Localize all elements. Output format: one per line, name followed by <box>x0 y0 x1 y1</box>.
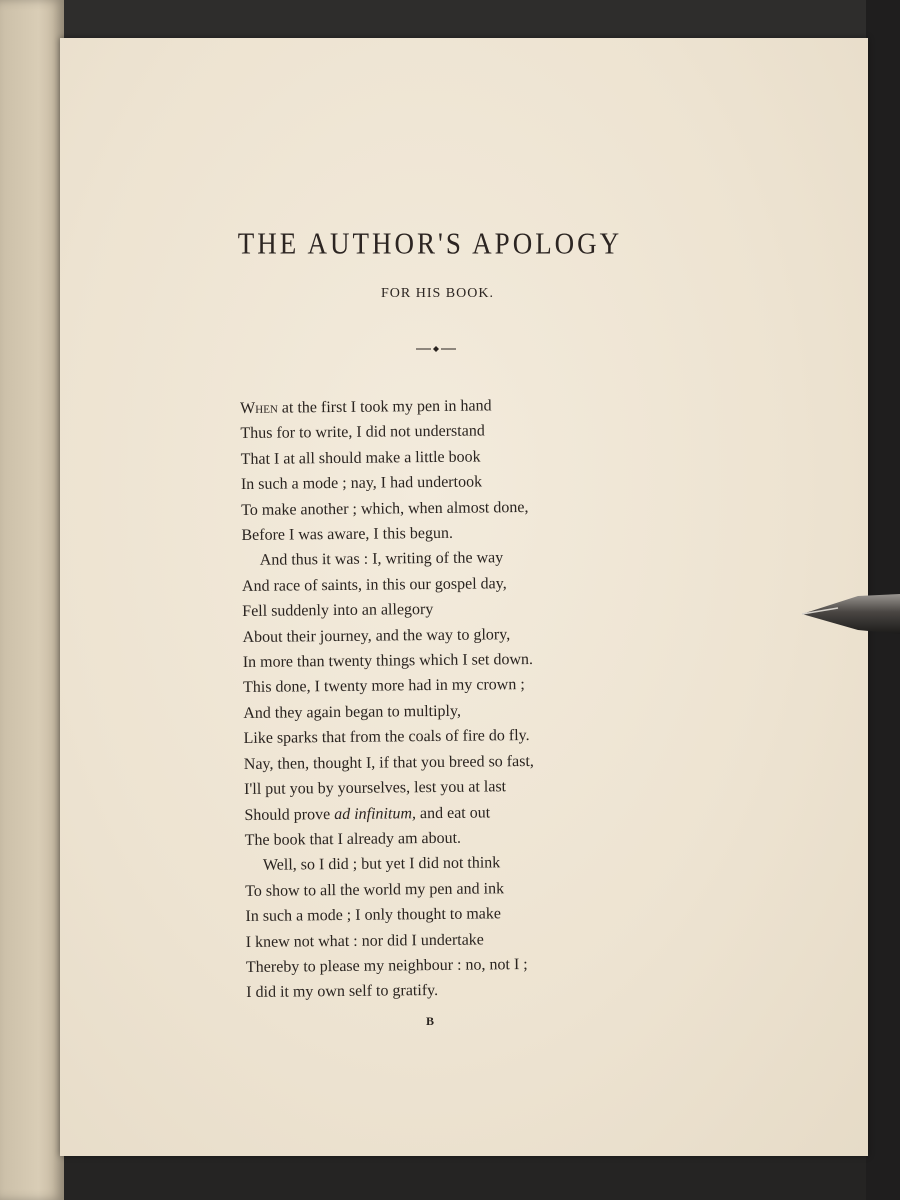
poem-line: This done, I twenty more had in my crown ; <box>242 676 525 697</box>
poem-line: Fell suddenly into an allegory <box>242 601 434 621</box>
poem-text <box>240 392 666 1006</box>
page-title: THE AUTHOR'S APOLOGY <box>237 225 623 261</box>
poem-line: I'll put you by yourselves, lest you at last <box>244 778 507 799</box>
left-page-edge <box>0 0 64 1200</box>
pen-tip-icon <box>798 588 900 638</box>
poem-line: The book that I already am about. <box>244 829 462 849</box>
poem-line: In more than twenty things which I set down. <box>242 651 534 672</box>
poem-line: And they again began to multiply, <box>243 702 461 722</box>
poem-line: That I at all should make a little book <box>240 448 481 468</box>
poem-line: When at the first I took my pen in hand <box>240 397 492 417</box>
poem-line: Well, so I did ; but yet I did not think <box>262 854 501 875</box>
poem-line: I did it my own self to gratify. <box>246 982 439 1002</box>
poem-line: About their journey, and the way to glory, <box>242 625 511 646</box>
poem-line: And thus it was : I, writing of the way <box>259 549 504 570</box>
poem-line: To show to all the world my pen and ink <box>245 879 505 900</box>
signature-mark: B <box>425 1014 434 1028</box>
poem-line: In such a mode ; nay, I had undertook <box>240 473 483 494</box>
poem-line: I knew not what : nor did I undertake <box>245 931 484 951</box>
poem-line: Thereby to please my neighbour : no, not I ; <box>245 955 528 976</box>
poem-line: Thus for to write, I did not understand <box>240 422 485 443</box>
book-page <box>60 38 868 1156</box>
italic-phrase: ad infinitum, <box>334 804 417 823</box>
small-caps-lead: When <box>240 399 278 417</box>
page-subtitle: FOR HIS BOOK. <box>381 286 494 301</box>
poem-line: Nay, then, thought I, if that you breed so fast, <box>243 752 534 773</box>
diamond-rule-ornament-icon <box>416 344 456 354</box>
poem-line: To make another ; which, when almost done, <box>241 498 529 519</box>
poem-line: Like sparks that from the coals of fire do fly. <box>243 727 530 748</box>
poem-line: In such a mode ; I only thought to make <box>245 905 502 926</box>
poem-line: Before I was aware, I this begun. <box>241 524 454 545</box>
poem-line: And race of saints, in this our gospel day, <box>241 575 507 595</box>
poem-line: Should prove ad infinitum, and eat out <box>244 803 491 824</box>
